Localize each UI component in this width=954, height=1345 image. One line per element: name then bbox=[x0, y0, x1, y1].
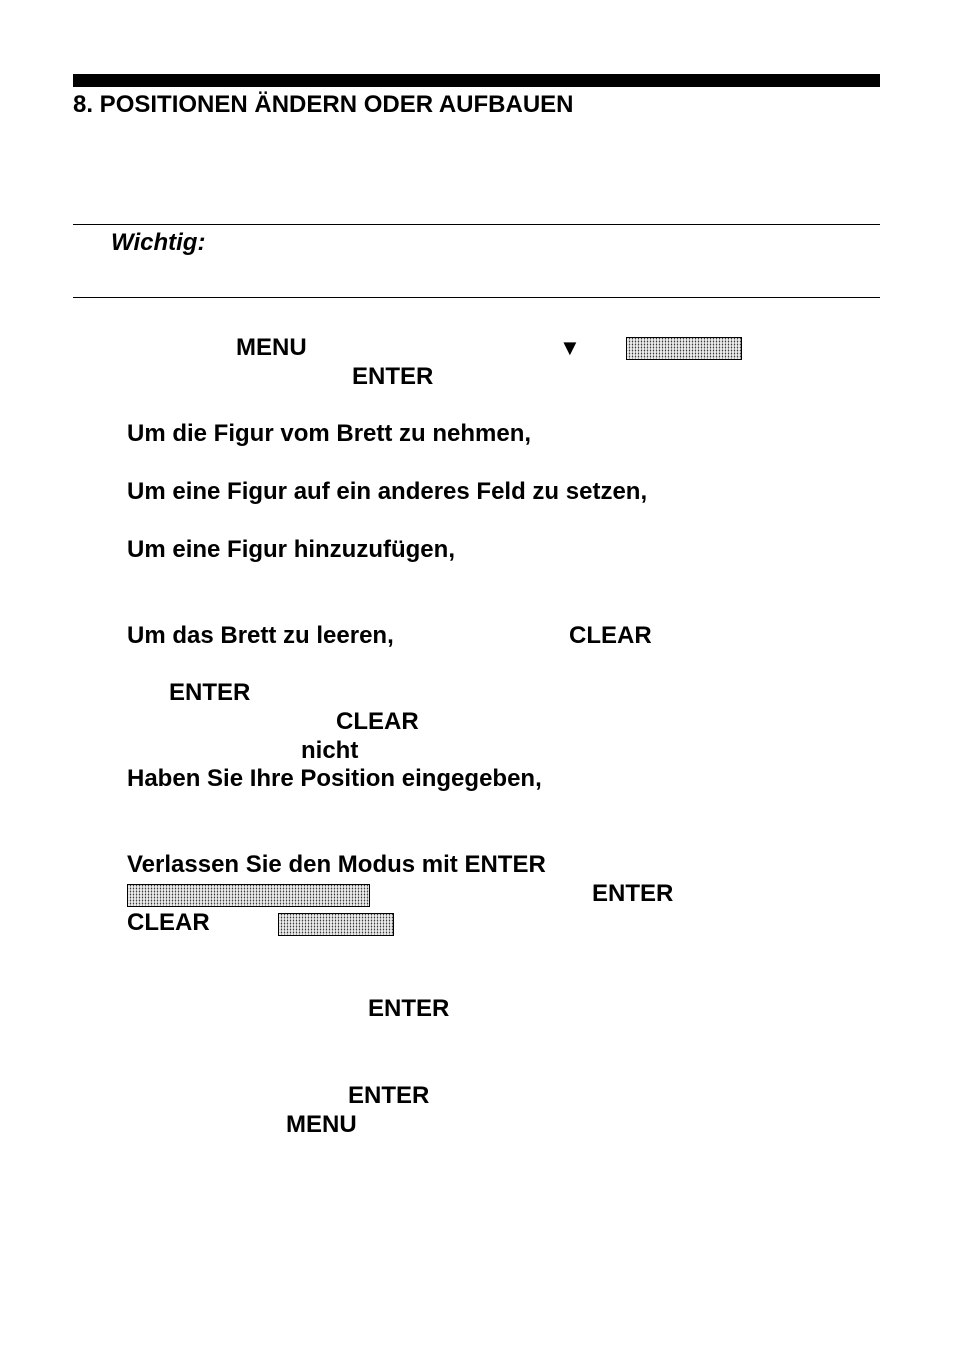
clear-board-text: Um das Brett zu leeren, bbox=[127, 622, 394, 649]
header-bar bbox=[73, 74, 880, 87]
lcd-setup-display bbox=[626, 337, 742, 360]
enter-key-label: ENTER bbox=[348, 1082, 430, 1109]
clear-key-label: CLEAR bbox=[127, 909, 210, 936]
menu-key-label: MENU bbox=[286, 1111, 357, 1138]
lcd-resume-display bbox=[278, 913, 394, 936]
lcd-new-position-display bbox=[127, 884, 370, 907]
divider-bottom bbox=[73, 297, 880, 298]
arrow-down-icon: ▼ bbox=[559, 335, 581, 360]
add-piece-text: Um eine Figur hinzuzufügen, bbox=[127, 536, 455, 563]
exit-mode-text: Verlassen Sie den Modus mit ENTER bbox=[127, 851, 546, 878]
important-label: Wichtig: bbox=[111, 229, 206, 256]
nicht-emphasis: nicht bbox=[301, 737, 359, 764]
clear-key-label: CLEAR bbox=[569, 622, 652, 649]
enter-key-label: ENTER bbox=[352, 363, 434, 390]
divider-top bbox=[73, 224, 880, 225]
section-title: 8. POSITIONEN ÄNDERN ODER AUFBAUEN bbox=[73, 91, 574, 118]
enter-key-label: ENTER bbox=[368, 995, 450, 1022]
menu-key-label: MENU bbox=[236, 334, 307, 361]
move-piece-text: Um eine Figur auf ein anderes Feld zu setzen, bbox=[127, 478, 648, 505]
position-entered-text: Haben Sie Ihre Position eingegeben, bbox=[127, 765, 542, 792]
enter-key-label: ENTER bbox=[592, 880, 674, 907]
clear-key-label: CLEAR bbox=[336, 708, 419, 735]
enter-key-label: ENTER bbox=[169, 679, 251, 706]
remove-piece-text: Um die Figur vom Brett zu nehmen, bbox=[127, 420, 532, 447]
